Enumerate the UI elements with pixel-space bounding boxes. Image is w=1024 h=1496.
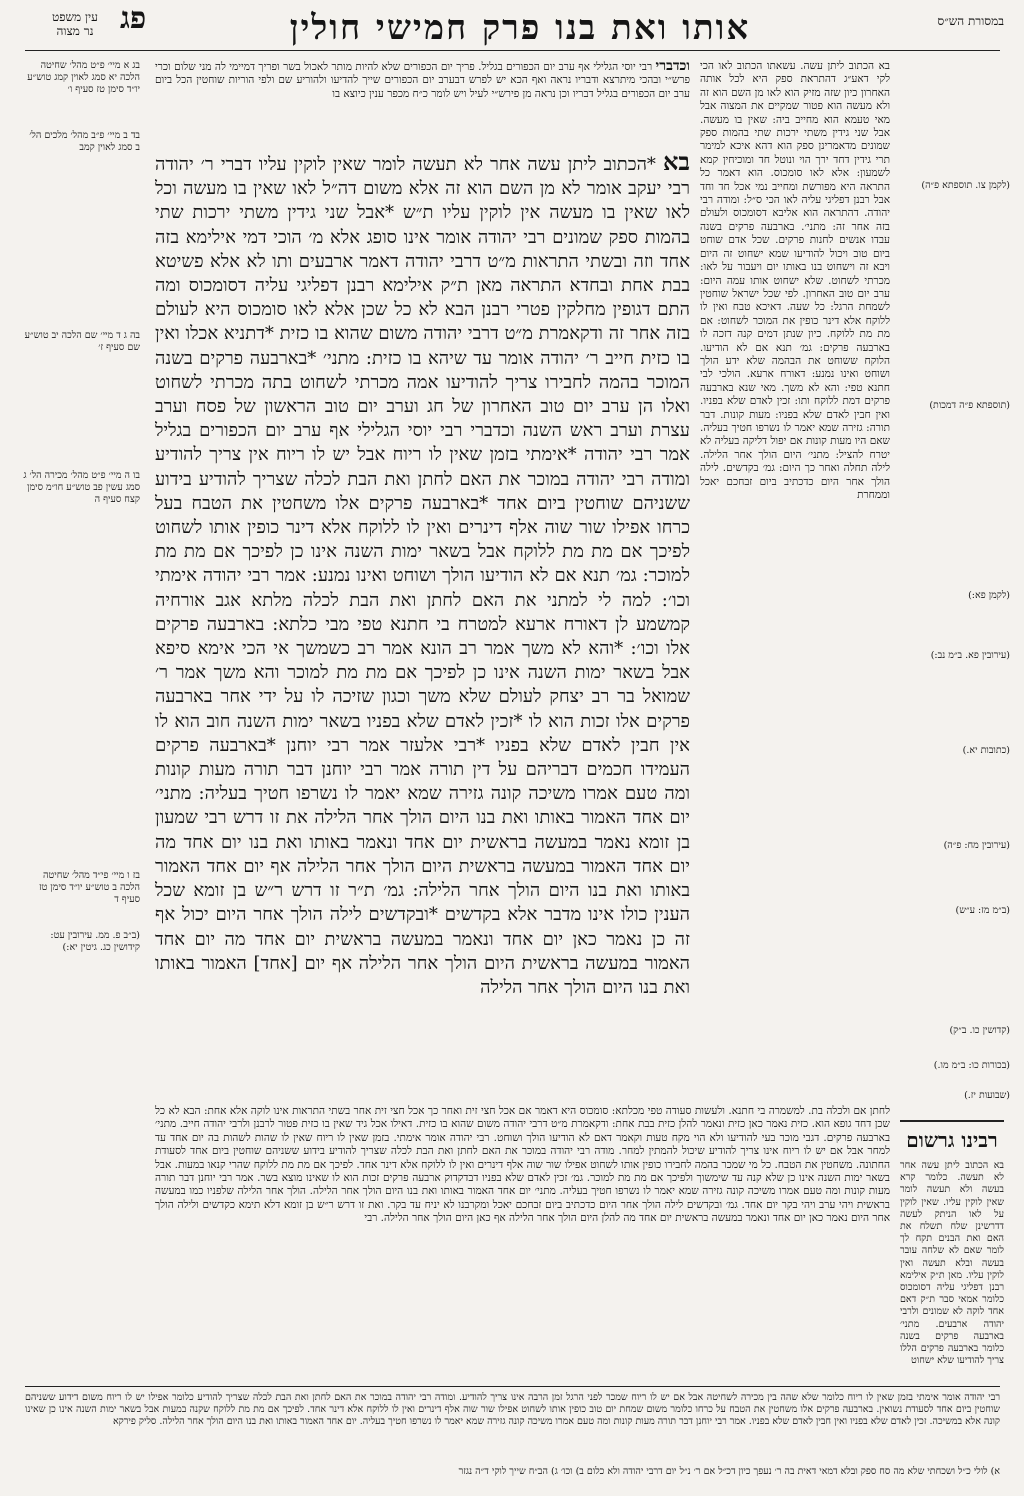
- rashi-text: בא הכתוב ליתן עשה. עשאתו הכתוב לאו הכי לקי דאע״ג דהתראת ספק היא לכל אותה האחרון כיון שזה מזיק הוא לאו מן השם הוא זה ולא מעשה הוא פטור שמקיים את המצוה אבל מאי טעמא הוא מחייב ביה: שאין בו מעשה. אבל שני גידין משתי ירכות שתי בהמות ספק שמונים מדאמרינן ספק הוא דהא איכא למימר תרי גידין דחד ירך הוי ונוטל חד ומוכיחין קמא לשמעון: אלא לאו סומכוס. הוא דאמר כל התראה היא מפורשת ומחייב נמי אכל חד וחד אבל רבנן דפליגי עליה לאו הכי ס״ל: ומודה רבי יהודה. דהתראה הוא אליבא דסומכוס ולעולם בזה אחר זה: מתני׳. בארבעה פרקים בשנה עבדו אנשים לחנות פרקים. שכל אדם שוחט ביום טוב ויכול להודיעו שמא ישחוט זה היום ויבא זה וישחוט בנו באותו יום ויעבור על לאו: מכרתי לשחוט. שלא ישחוט אותו עמה היום: ערב יום טוב האחרון. לפי שכל ישראל שוחטין לשמחת הרגל: כל שעה. דאיכא טבח ואין לו ללוקח אלא דינר כופין את המוכר לשחוט: אם מת מת ללוקח. כיון שנתן דמים קנה דזכה לו בארבעה פרקים: גמ׳ תנא אם לא הודיעו. הלוקח ששוחט את הבהמה שלא ידע הולך ושוחט ואינו נמנע: דאורח ארעא. הולכי לבי חתנא טפי: והא לא משך. מאי שנא בארבעה פרקים דמת ללוקח ותו: זכין לאדם שלא בפניו. ואין חבין לאדם שלא בפניו: מעות קונות. דבר תורה: גזירה שמא יאמר לו נשרפו חטיך בעליה. שאם היו מעות קונות אם יפול דליקה בעליה לא יטרח להציל: מתני׳ היום הולך אחר הלילה. לילה תחלה ואחר כך היום: גמ׳ בקדשים. לילה הולך אחר היום כדכתיב ביום זבחכם יאכל וממחרת: [700, 60, 890, 501]
- masoret-note: [902, 1090, 1010, 1102]
- ein-mishpat-note-text: בו ה מיי׳ פ״ט מהל׳ מכירה הל׳ ג סמג עשין פב טוש״ע חו״מ סימן קצח סעיף ה: [23, 470, 140, 505]
- ein-mishpat-note: [22, 330, 140, 354]
- page-title: אותו ואת בנו פרק חמישי חולין: [289, 8, 751, 48]
- masoret-note-text: (שבועות יז.): [964, 1090, 1010, 1101]
- ein-mishpat-note: [22, 870, 140, 906]
- rabbeinu-gershom-text: בא הכתוב ליתן עשה אחר לא תעשה. כלומר קרא בעשה ולא תעשה לומר שאין לוקין עליו. שאין לוקין על לאו הניתק לעשה דדרשינן שלח תשלח את האם ואת הבנים תקח לך לומר שאם לא שלחה עובר בעשה ובלא תעשה ואין לוקין עליו. מאן ת״ק אילימא רבנן דפליגי עליה דסומכוס כלומר אמאי סבר ת״ק דאם אחד לוקה לא שמונים ולרבי יהודה ארבעים. מתני׳ בארבעה פרקים בשנה כלומר בארבעה פרקים הללו צריך להודיעו שלא ישחוט: [900, 1160, 1004, 1367]
- ein-mishpat-note: [22, 130, 140, 154]
- masoret-note: [902, 745, 1010, 757]
- ein-mishpat-note-text: בג א מיי׳ פ״ט מהל׳ שחיטה הלכה יא סמג לאוין קמג טוש״ע יו״ד סימן טז סעיף ו׳: [27, 60, 140, 95]
- gemara-main-text: [155, 150, 690, 1100]
- masoret-note-text: (עירובין מח: פ״ה): [943, 840, 1010, 851]
- ein-mishpat-header: [20, 1, 147, 38]
- ein-mishpat-note-text: בז ו מיי׳ פי״ד מהל׳ שחיטה הלכה ב טוש״ע יו״ד סימן טז סעיף ד: [38, 870, 140, 905]
- tosafot-dibbur: וכדברי: [655, 60, 690, 74]
- masoret-header: במסורת הש״ס: [937, 14, 1004, 28]
- masoret-note-text: (כתובות יא.): [962, 745, 1010, 756]
- masoret-note: [902, 650, 1010, 662]
- masoret-note-text: (עירובין פא. ב״מ נב:): [930, 650, 1010, 661]
- ein-mishpat-note: [22, 60, 140, 96]
- masoret-note: [902, 905, 1010, 917]
- gemara-body: *הכתוב ליתן עשה אחר לא תעשה לומר שאין לוקין עליו דברי ר׳ יהודה רבי יעקב אומר לא מן השם הוא זה אלא משום דה״ל לאו שאין בו מעשה וכל לאו שאין בו מעשה אין לוקין עליו ת״ש *אבל שני גידין משתי ירכות שתי בהמות ספק שמונים רבי יהודה אומר אינו סופג אלא מ׳ הוכי דמי אילימא בזה אחד וזה ובשתי התראות מ״ט דרבי יהודה דאמר ארבעים ותו לא אלא פשיטא בבת אחת ובחדא התראה מאן ת״ק אילימא רבנן דפליגי עליה דסומכוס ומה התם דגופין מחלקין פטרי רבנן הבא לא כל שכן אלא לאו סומכוס היא לעולם בזה אחר זה ודקאמרת מ״ט דרבי יהודה משום שהוא בו כזית *דתניא אכלו ואין בו כזית חייב ר׳ יהודה אומר עד שיהא בו כזית: מתני׳ *בארבעה פרקים בשנה המוכר בהמה לחבירו צריך להודיעו אמה מכרתי לשחוט בתה מכרתי לשחוט ואלו הן ערב יום טוב האחרון של חג וערב יום טוב הראשון של פסח וערב עצרת וערב ראש השנה וכדברי רבי יוסי הגלילי אף ערב יום הכפורים בגליל אמר רבי יהודה *אימתי בזמן שאין לו ריוח אבל יש לו ריוח אין צריך להודיע ומודה רבי יהודה במוכר את האם לחתן ואת הבת לכלה שצריך להודיע בידוע ששניהם שוחטין ביום אחד *בארבעה פרקים אלו משחטין את הטבח בעל כרחו אפילו שור שוה אלף דינרים ואין לו ללוקח אלא דינר כופין אותו לשחוט לפיכך אם מת מת ללוקח אבל בשאר ימות השנה אינו כן לפיכך אם מת מת למוכר: גמ׳ תנא אם לא הודיעו הולך ושוחט ואינו נמנע: אמר רבי יהודה אימתי וכו׳: למה לי למתני את האם לחתן ואת הבת לכלה מלתא אגב אורחיה קמשמע לן דאורח ארעא למטרח בי חתנא טפי מבי כלתא: בארבעה פרקים אלו וכו׳: *והא לא משך אמר רב הונא אמר רב כשמשך אי הכי אימא סיפא אבל בשאר ימות השנה אינו כן לפיכך אם מת מת למוכר והא משך אמר ר׳ שמואל בר רב יצחק לעולם שלא משך וכגון שזיכה לו על ידי אחר בארבעה פרקים אלו זכות הוא לו *זכין לאדם שלא בפניו בשאר ימות השנה חוב הוא לו אין חבין לאדם שלא בפניו *רבי אלעזר אמר רבי יוחנן *בארבעה פרקים העמידו חכמים דבריהם על דין תורה אמר רבי יוחנן דבר תורה מעות קונות ומה טעם אמרו משיכה קונה גזירה שמא יאמר לו נשרפו חטיך בעליה: מתני׳ יום אחד האמור באותו ואת בנו היום הולך אחר הלילה את זו דרש רבי שמעון בן זומא נאמר במעשה בראשית יום אחד ונאמר באותו ואת בנו יום אחד מה יום אחד האמור במעשה בראשית היום הולך אחר הלילה אף יום אחד האמור באותו ואת בנו היום הולך אחר הלילה: גמ׳ ת״ר זו דרש ר״ש בן זומא שכל הענין כולו אינו מדבר אלא בקדשים *ובקדשים לילה הולך אחר היום יכול אף זה כן נאמר כאן יום אחד ונאמר במעשה בראשית יום אחד מה יום אחד האמור במעשה בראשית היום הולך אחר הלילה אף יום [אחד] האמור באותו ואת בנו היום הולך אחר הלילה: [155, 154, 690, 998]
- masoret-note-text: (ב״מ מז: ע״ש): [955, 905, 1010, 916]
- ein-mishpat-note-text: (ב״ב פ. ממ. עירובין עט: קידושין כג. גיטין יא:): [50, 930, 140, 953]
- ein-mishpat-note-text: בה ג ד מיי׳ שם הלכה יב טוש״ע שם סעיף ז׳: [24, 330, 140, 353]
- masoret-note-text: (בכורות כו: ב״מ מו.): [933, 1060, 1010, 1071]
- masoret-note-text: (קדושין כו. ב״ק): [949, 1025, 1010, 1036]
- bottom-commentary: [25, 1392, 1000, 1464]
- ein-mishpat-note: [22, 470, 140, 506]
- tosafot-text: רבי יוסי הגלילי אף ערב יום הכפורים בגליל. פריך יום הכפורים שלא להיות מותר לאכול בשר ופריך דמיימי לה מני שלום וכרי פרש״י ובהכי מיתרצא ודבריו נראה ואף הכא יש לפרש דבערב יום הכפורים שייך להדיעו ולהוריע שם ולפי הוריות שוחטין הכל ביום ערב יום הכפורים בגליל דבריו וכן נראה מן פירש״י לעיל ויש לומר כ״ח מכפר ענין כיוצא בו: [155, 61, 690, 100]
- masoret-note: [902, 1060, 1010, 1072]
- masoret-note: [902, 840, 1010, 852]
- footer-rule: [25, 1386, 1000, 1387]
- masoret-note-text: (לקמן פא:): [968, 590, 1010, 601]
- rabbeinu-gershom: [900, 1160, 1004, 1370]
- header-rule: [25, 50, 1000, 51]
- bottom-commentary-text: רבי יהודה אומר אימתי בזמן שאין לו ריוח כלומר שלא שהה בין מכירה לשחיטה אבל אם יש לו ריוח שמכר לפני הרגל זמן הרבה אינו צריך להודיע. ומודה רבי יהודה במוכר את האם לחתן ואת הבת לכלה שצריך להודיע כלומר אפילו יש לו ריוח משום דידוע ששניהם שוחטין ביום אחד לסעודת נשואין. בארבעה פרקים אלו משחטין את הטבח על כרחו כלומר משום שמחת יום טוב כופין אותו לשחוט אפילו שור שוה אלף דינרים ואין לו ללוקח אלא דינר אחד. לפיכך אם מת מת ללוקח שקנה במעות אבל בשאר ימות השנה אינו כן שאינו קונה אלא במשיכה. זכין לאדם שלא בפניו ואין חבין לאדם שלא בפניו. אמר רבי יוחנן דבר תורה מעות קונות ומה טעם אמרו משיכה קונה גזירה שמא יאמר לו נשרפו חטיך בעליה. יום אחד האמור באותו ואת בנו היום הולך אחר הלילה. סליק פירקא: [25, 1392, 1000, 1428]
- masoret-note: [902, 1025, 1010, 1037]
- masoret-note-text: (תוספתא פ״ה דמכות): [929, 400, 1010, 411]
- masoret-note-text: (לקמן צו. תוספתא פ״ה): [921, 180, 1010, 191]
- ein-mishpat-note-text: בד ב מיי׳ פ״ב מהל׳ מלכים הל׳ ב סמג לאוין קמב: [29, 130, 140, 153]
- masoret-note: [902, 400, 1010, 412]
- ein-mishpat-label: עין משפט נר מצוה: [52, 10, 98, 38]
- lower-commentary-text: לחתן אם ולכלה בת. למשמרה בי חתנא. ולעשות סעודה טפי מכלתא: סומכוס היא דאמר אם אכל חצי זית ואחר כך אכל חצי זית אחר בשתי התראות אינו לוקה אלא אחת: הבא לא כל שכן דחד גופא הוא. כזית נאמר כאן כזית ונאמר להלן כזית בבת אחת: ודקאמרת מ״ט דרבי יהודה משום שהוא בו כזית. דאילו אכל גיד שאין בו כזית פטור לרבנן ולרבי יהודה חייב. מתני׳ בארבעה פרקים. דגבי מוכר בעי להודיעו ולא הוי מקח טעות וקאמר דאם לא הודיעו הולך ושוחט. רבי יהודה אומר אימתי. בזמן שאין לו ריוח שאין לו שהות לשהות בה יום אחד עד למחר אבל אם יש לו ריוח אינו צריך להודיע שיכול להמתין למחר. מודה רבי יהודה במוכר את האם לחתן ואת הבת לכלה שצריך להודיע בידוע ששניהם שוחטין ביום אחד לסעודת החתונה. משחטין את הטבח. כל מי שמכר בהמה לחבירו כופין אותו לשחוט אפילו שור שוה אלף דינרים ואין לו ללוקח אלא דינר אחד. לפיכך אם מת מת ללוקח שהרי קנאו במעות. אבל בשאר ימות השנה אינו כן שלא קנה עד שימשוך ולפיכך אם מת מת למוכר. גמ׳ זכין לאדם שלא בפניו דבדקדוק ארבעה פרקים זכות הוא לו שאינו מוצא בשר. אמר רבי יוחנן דבר תורה מעות קונות ומה טעם אמרו משיכה קונה גזירה שמא יאמר לו נשרפו חטיך בעליה. מתני׳ יום אחד האמור באותו ואת בנו היום הולך אחר הלילה. הולך אחר הלילה שלפניו כמו במעשה בראשית ויהי ערב ויהי בקר יום אחד. גמ׳ ובקדשים לילה הולך אחר היום כדכתיב ביום זבחכם יאכל ומקרבנו לא יניח עד בקר. ואת זו דרש ר״ש בן זומא דלא תימא כקדשים ולילה הולך אחר היום נאמר כאן יום אחד ונאמר במעשה בראשית יום אחד מה להלן היום הולך אחר הלילה אף כאן היום הולך אחר הלילה. רבי: [155, 1105, 890, 1225]
- gemara-opening-word: בא: [663, 150, 690, 176]
- hagahot-note: [25, 1466, 1000, 1478]
- ein-mishpat-note: [22, 930, 140, 954]
- lower-commentary: [155, 1105, 890, 1390]
- masoret-note: [902, 590, 1010, 602]
- tosafot-top: [155, 60, 690, 145]
- folio-number: פג: [120, 1, 147, 36]
- hagahot-text: א) לולי כ״ל ושכחתי שלא מה סח ספק ובלא דמאי דאית בה ר׳ נעפך כיון דכ״ל אם ר׳ נ״ל יום דרבי יהודה ולא כלום ב) וכו׳ ג) הב״ח שייך לוקי ד״ה נגזר: [458, 1466, 1000, 1477]
- rabbeinu-gershom-heading: רבינו גרשום: [900, 1120, 1004, 1153]
- rashi-commentary: [700, 60, 890, 1105]
- masoret-note: [902, 180, 1010, 192]
